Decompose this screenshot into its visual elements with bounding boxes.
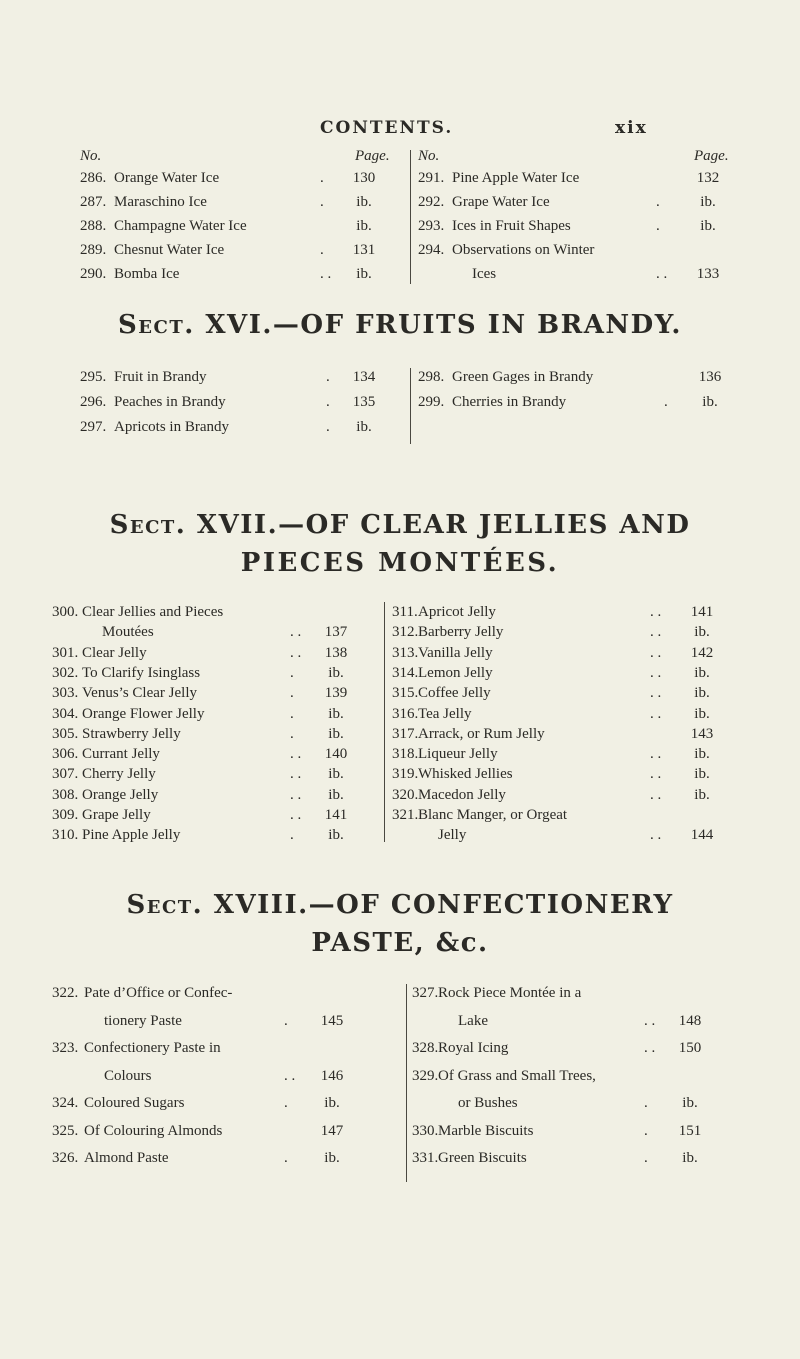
leader-dots: .	[656, 218, 660, 234]
entry-title: Orange Jelly	[82, 786, 159, 803]
leader-dots: . .	[650, 746, 662, 763]
leader-dots: . .	[650, 827, 662, 844]
entry-title: Liqueur Jelly	[418, 746, 498, 763]
section-16-heading	[0, 310, 800, 340]
contents-entry	[412, 1095, 752, 1119]
leader-dots: . .	[290, 746, 302, 763]
running-head	[0, 118, 800, 142]
section-label: Sect. XVII.	[109, 510, 279, 540]
entry-number: 312.	[392, 624, 419, 641]
entry-number: 287.	[80, 194, 107, 210]
contents-entry	[52, 1040, 392, 1064]
leader-dots: . .	[290, 766, 302, 783]
contents-entry	[418, 170, 740, 194]
entry-title: Colours	[104, 1067, 152, 1084]
entry-page: ib.	[328, 664, 344, 681]
entry-page: ib.	[694, 624, 710, 641]
section-title: —OF CONFECTIONERY	[308, 890, 674, 920]
entry-number: 322.	[52, 985, 79, 1001]
entry-number: 295.	[80, 369, 107, 385]
entry-number: 318.	[392, 746, 419, 763]
leader-dots: . .	[650, 624, 662, 641]
entry-number: 296.	[80, 394, 107, 410]
column-divider	[410, 368, 411, 444]
contents-entry	[52, 1095, 392, 1119]
entry-number: 292.	[418, 194, 445, 210]
entry-page: ib.	[694, 786, 710, 803]
entry-number: 304.	[52, 705, 79, 722]
section-title: —OF CLEAR JELLIES AND	[278, 510, 691, 540]
entry-page: ib.	[700, 218, 716, 234]
entry-title: Royal Icing	[438, 1040, 509, 1056]
leader-dots: .	[664, 394, 668, 410]
contents-entry	[52, 1150, 392, 1174]
contents-entry	[418, 369, 740, 393]
entry-page: ib.	[694, 766, 710, 783]
entry-number: 310.	[52, 827, 79, 844]
entry-page: ib.	[694, 685, 710, 702]
column-divider	[410, 150, 411, 284]
entry-number: 286.	[80, 170, 107, 186]
leader-dots: .	[320, 170, 324, 186]
entry-number: 331.	[412, 1150, 439, 1166]
leader-dots: . .	[290, 786, 302, 803]
entry-page: 145	[320, 1012, 344, 1029]
entry-title: Marble Biscuits	[438, 1122, 534, 1139]
entry-title: Of Grass and Small Trees,	[438, 1067, 596, 1084]
entry-page: ib.	[700, 194, 716, 210]
entry-title: Apricot Jelly	[418, 604, 496, 620]
leader-dots: . .	[644, 1040, 656, 1056]
section-17-heading	[0, 510, 800, 540]
entry-title: Bomba Ice	[114, 266, 180, 282]
entry-page: ib.	[682, 1095, 698, 1111]
section-18-heading	[0, 890, 800, 920]
running-head-title: CONTENTS.	[320, 118, 454, 138]
contents-entry	[418, 218, 740, 242]
entry-page: 135	[352, 394, 376, 410]
entry-page: ib.	[682, 1150, 698, 1166]
entry-page: ib.	[324, 1150, 340, 1166]
entry-title: Moutées	[102, 624, 154, 641]
entry-number: 329.	[412, 1067, 439, 1084]
leader-dots: .	[326, 394, 330, 410]
entry-page: 137	[324, 624, 348, 641]
entry-number: 311.	[392, 604, 418, 620]
entry-page: 143	[690, 725, 714, 742]
leader-dots: .	[644, 1095, 648, 1111]
section-17-heading-line2	[0, 548, 800, 578]
leader-dots: . .	[656, 266, 668, 282]
leader-dots: .	[290, 827, 294, 844]
section-18-heading-line2	[0, 928, 800, 958]
entry-number: 294.	[418, 242, 445, 258]
contents-entry	[418, 194, 740, 218]
entry-number: 328.	[412, 1040, 439, 1056]
entry-title: Confectionery Paste in	[84, 1040, 221, 1056]
section-title: —OF FRUITS IN BRANDY.	[272, 310, 682, 340]
leader-dots: . .	[290, 644, 302, 661]
entry-number: 288.	[80, 218, 107, 234]
entry-page: ib.	[328, 766, 344, 783]
entry-page: ib.	[356, 194, 372, 210]
entry-number: 320.	[392, 786, 419, 803]
entry-title: Cherries in Brandy	[452, 394, 567, 410]
entry-number: 299.	[418, 394, 445, 410]
leader-dots: .	[290, 705, 294, 722]
entry-page: 139	[324, 685, 348, 702]
contents-entry	[412, 1040, 752, 1064]
entry-page: 132	[696, 170, 720, 186]
contents-entry	[52, 1013, 392, 1037]
entry-page: ib.	[328, 725, 344, 742]
contents-entry	[80, 369, 408, 393]
entry-title: Rock Piece Montée in a	[438, 985, 582, 1001]
entry-title: Fruit in Brandy	[114, 369, 207, 385]
leader-dots: .	[284, 1095, 288, 1111]
leader-dots: . .	[650, 685, 662, 702]
leader-dots: .	[284, 1150, 288, 1166]
entry-page: 144	[690, 827, 714, 844]
entry-title: Barberry Jelly	[418, 624, 504, 641]
entry-title: Arrack, or Rum Jelly	[418, 725, 545, 742]
entry-title: Lemon Jelly	[418, 664, 493, 681]
entry-page: 150	[678, 1040, 702, 1056]
entry-title: Pine Apple Water Ice	[452, 170, 580, 186]
entry-page: 147	[320, 1122, 344, 1139]
entry-title: Tea Jelly	[418, 705, 472, 722]
leader-dots: . .	[290, 807, 302, 823]
leader-dots: .	[284, 1012, 288, 1029]
entry-number: 321.	[392, 807, 419, 823]
entry-title: Grape Jelly	[82, 807, 151, 823]
leader-dots: .	[290, 664, 294, 681]
leader-dots: . .	[320, 266, 332, 282]
entry-title: Observations on Winter	[452, 242, 595, 258]
entry-page: 148	[678, 1012, 702, 1029]
section-title-line2: PASTE, &c.	[311, 928, 489, 958]
entry-title: Orange Flower Jelly	[82, 705, 205, 722]
leader-dots: .	[320, 194, 324, 210]
entry-page: ib.	[702, 394, 718, 410]
entry-number: 293.	[418, 218, 445, 234]
entry-number: 324.	[52, 1095, 79, 1111]
entry-number: 297.	[80, 419, 107, 435]
entry-title: Maraschino Ice	[114, 194, 207, 210]
no-header: No.	[80, 148, 102, 164]
entry-page: 146	[320, 1067, 344, 1084]
entry-title: Venus’s Clear Jelly	[82, 685, 197, 702]
entry-number: 330.	[412, 1122, 439, 1139]
entry-number: 309.	[52, 807, 79, 823]
no-header: No.	[418, 148, 440, 164]
entry-page: ib.	[356, 266, 372, 282]
section-title-line2: PIECES MONTÉES.	[240, 548, 560, 578]
entry-title: Clear Jelly	[82, 644, 147, 661]
contents-entry	[418, 242, 740, 266]
entry-page: ib.	[328, 827, 344, 844]
contents-entry	[80, 194, 408, 218]
leader-dots: .	[644, 1122, 648, 1139]
entry-title: Ices in Fruit Shapes	[452, 218, 571, 234]
entry-number: 323.	[52, 1040, 79, 1056]
leader-dots: .	[290, 685, 294, 702]
entry-page: ib.	[356, 218, 372, 234]
entry-page: 141	[324, 807, 348, 823]
contents-entry	[412, 1150, 752, 1174]
entry-title: Blanc Manger, or Orgeat	[418, 807, 568, 823]
entry-title: or Bushes	[458, 1095, 518, 1111]
entry-title: Champagne Water Ice	[114, 218, 247, 234]
entry-title: Currant Jelly	[82, 746, 160, 763]
entry-number: 298.	[418, 369, 445, 385]
page-header: Page.	[355, 148, 390, 164]
leader-dots: . .	[650, 786, 662, 803]
entry-page: ib.	[356, 419, 372, 435]
contents-entry	[412, 985, 752, 1009]
entry-title: Ices	[472, 266, 497, 282]
entry-title: Macedon Jelly	[418, 786, 506, 803]
entry-number: 313.	[392, 644, 419, 661]
entry-page: 136	[698, 369, 722, 385]
entry-page: ib.	[694, 664, 710, 681]
entry-page: 151	[678, 1122, 702, 1139]
entry-number: 289.	[80, 242, 107, 258]
entry-page: 131	[352, 242, 376, 258]
entry-page: 134	[352, 369, 376, 385]
contents-entry	[52, 1068, 392, 1092]
contents-entry	[412, 1068, 752, 1092]
entry-title: Coloured Sugars	[84, 1095, 185, 1111]
entry-title: Cherry Jelly	[82, 766, 156, 783]
entry-title: Pate d’Office or Confec-	[84, 985, 233, 1001]
leader-dots: .	[320, 242, 324, 258]
leader-dots: . .	[290, 624, 302, 641]
contents-entry	[80, 242, 408, 266]
contents-entry	[412, 1123, 752, 1147]
leader-dots: . .	[644, 1012, 656, 1029]
entry-title: Green Gages in Brandy	[452, 369, 594, 385]
entry-page: 133	[696, 266, 720, 282]
entry-title: Strawberry Jelly	[82, 725, 181, 742]
leader-dots: .	[290, 725, 294, 742]
entry-title: Almond Paste	[84, 1150, 169, 1166]
contents-entry	[392, 827, 742, 851]
entry-title: tionery Paste	[104, 1012, 182, 1029]
page-header: Page.	[694, 148, 729, 164]
entry-title: Jelly	[438, 827, 467, 844]
leader-dots: .	[326, 419, 330, 435]
entry-title: Lake	[458, 1012, 488, 1029]
entry-page: ib.	[694, 746, 710, 763]
entry-number: 326.	[52, 1150, 79, 1166]
contents-entry	[80, 419, 408, 443]
entry-number: 308.	[52, 786, 79, 803]
entry-title: Pine Apple Jelly	[82, 827, 181, 844]
entry-page: 140	[324, 746, 348, 763]
entry-number: 314.	[392, 664, 419, 681]
entry-number: 303.	[52, 685, 79, 702]
entry-number: 317.	[392, 725, 419, 742]
entry-page: ib.	[324, 1095, 340, 1111]
contents-entry	[80, 394, 408, 418]
entry-page: 142	[690, 644, 714, 661]
entry-number: 325.	[52, 1122, 79, 1139]
leader-dots: . .	[650, 705, 662, 722]
leader-dots: .	[326, 369, 330, 385]
entry-number: 300.	[52, 604, 79, 620]
leader-dots: . .	[650, 766, 662, 783]
entry-title: Of Colouring Almonds	[84, 1122, 223, 1139]
entry-title: Green Biscuits	[438, 1150, 527, 1166]
entry-title: To Clarify Isinglass	[82, 664, 201, 681]
leader-dots: .	[656, 194, 660, 210]
contents-entry	[418, 266, 740, 290]
entry-number: 327.	[412, 985, 439, 1001]
entry-number: 302.	[52, 664, 79, 681]
entry-title: Apricots in Brandy	[114, 419, 229, 435]
entry-title: Grape Water Ice	[452, 194, 550, 210]
entry-number: 305.	[52, 725, 79, 742]
entry-page: 138	[324, 644, 348, 661]
entry-page: ib.	[694, 705, 710, 722]
column-divider	[406, 984, 407, 1182]
leader-dots: . .	[650, 604, 662, 620]
entry-title: Clear Jellies and Pieces	[82, 604, 224, 620]
entry-number: 316.	[392, 705, 419, 722]
entry-number: 291.	[418, 170, 445, 186]
entry-title: Coffee Jelly	[418, 685, 491, 702]
section-label: Sect. XVI.	[118, 310, 273, 340]
entry-title: Vanilla Jelly	[418, 644, 493, 661]
contents-entry	[80, 218, 408, 242]
page-number: xix	[615, 118, 648, 138]
entry-number: 307.	[52, 766, 79, 783]
section-label: Sect. XVIII.	[126, 890, 309, 920]
entry-number: 290.	[80, 266, 107, 282]
leader-dots: . .	[284, 1067, 296, 1084]
column-divider	[384, 602, 385, 842]
entry-title: Whisked Jellies	[418, 766, 513, 783]
entry-page: ib.	[328, 705, 344, 722]
entry-number: 301.	[52, 644, 79, 661]
contents-entry	[52, 827, 402, 851]
contents-entry	[80, 266, 408, 290]
contents-entry	[52, 985, 392, 1009]
contents-entry	[52, 1123, 392, 1147]
entry-number: 319.	[392, 766, 419, 783]
entry-number: 315.	[392, 685, 419, 702]
leader-dots: . .	[650, 664, 662, 681]
entry-page: 130	[352, 170, 376, 186]
entry-title: Peaches in Brandy	[114, 394, 226, 410]
contents-entry	[80, 170, 408, 194]
entry-title: Chesnut Water Ice	[114, 242, 225, 258]
entry-page: ib.	[328, 786, 344, 803]
leader-dots: .	[644, 1150, 648, 1166]
entry-title: Orange Water Ice	[114, 170, 220, 186]
leader-dots: . .	[650, 644, 662, 661]
contents-entry	[412, 1013, 752, 1037]
contents-entry	[418, 394, 740, 418]
entry-page: 141	[690, 604, 714, 620]
entry-number: 306.	[52, 746, 79, 763]
